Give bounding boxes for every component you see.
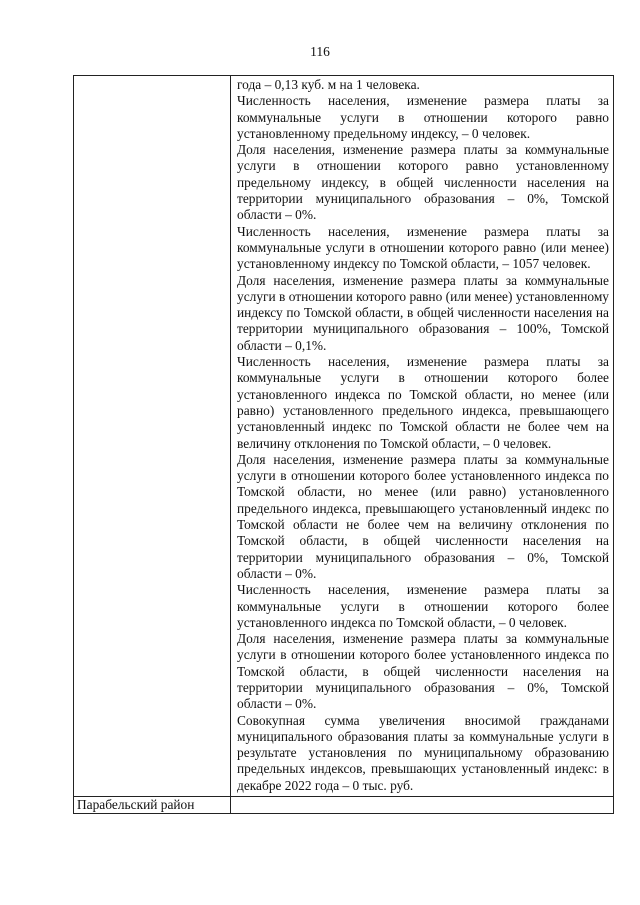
paragraph: Численность населения, изменение размера платы за коммунальные услуги в отношении которого более установленного индекса по Томской области, – 0 человек. xyxy=(237,582,609,630)
page-number: 116 xyxy=(310,44,330,59)
district-name: Парабельский район xyxy=(77,797,195,813)
paragraph: Доля населения, изменение размера платы за коммунальные услуги в отношении которого более установленного индекса по Томской области, но менее (или равно) установленного предельного индекса, превышающего установленный индекс по Томской области не более чем на величину отклонения по Томской области, в общей численности населения на территории муниципального образования – 0%, Томской области – 0%. xyxy=(237,451,609,581)
paragraph: Численность населения, изменение размера платы за коммунальные услуги в отношении которого более установленного индекса по Томской области, но менее (или равно) установленного предельного индекса, превышающего установленный индекс по Томской области не более чем на величину отклонения по Томской области, – 0 человек. xyxy=(237,354,609,451)
paragraph: Доля населения, изменение размера платы за коммунальные услуги в отношении которого более установленного индекса по Томской области, в общей численности населения на территории муниципального образования – 0%, Томской области – 0%. xyxy=(237,631,609,712)
table-row xyxy=(74,797,614,814)
paragraph: Доля населения, изменение размера платы за коммунальные услуги в отношении которого равно (или менее) установленному индексу по Томской области, в общей численности населения на территории муниципального образования – 100%, Томской области – 0,1%. xyxy=(237,272,609,353)
paragraph: Численность населения, изменение размера платы за коммунальные услуги в отношении которого равно (или менее) установленному индексу по Томской области, – 1057 человек. xyxy=(237,223,609,272)
paragraph: Численность населения, изменение размера платы за коммунальные услуги в отношении которого равно установленному предельному индексу, – 0 человек. xyxy=(237,93,609,141)
table-cell-left xyxy=(74,797,231,814)
table-row xyxy=(74,76,614,797)
table-cell-right xyxy=(231,797,614,814)
cell-text-block xyxy=(231,76,613,796)
document-table xyxy=(73,75,614,814)
table-cell-right xyxy=(231,76,614,797)
paragraph: Доля населения, изменение размера платы за коммунальные услуги в отношении которого равно установленному предельному индексу, в общей численности населения на территории муниципального образования – 0%, Томской области – 0%. xyxy=(237,142,609,223)
table-cell-left xyxy=(74,76,231,797)
paragraph: года – 0,13 куб. м на 1 человека. xyxy=(237,77,420,92)
paragraph: Совокупная сумма увеличения вносимой гражданами муниципального образования платы за коммунальные услуги в результате установления по муниципальному образованию предельных индексов, превышающих установленный индекс: в декабре 2022 года – 0 тыс. руб. xyxy=(237,712,609,793)
